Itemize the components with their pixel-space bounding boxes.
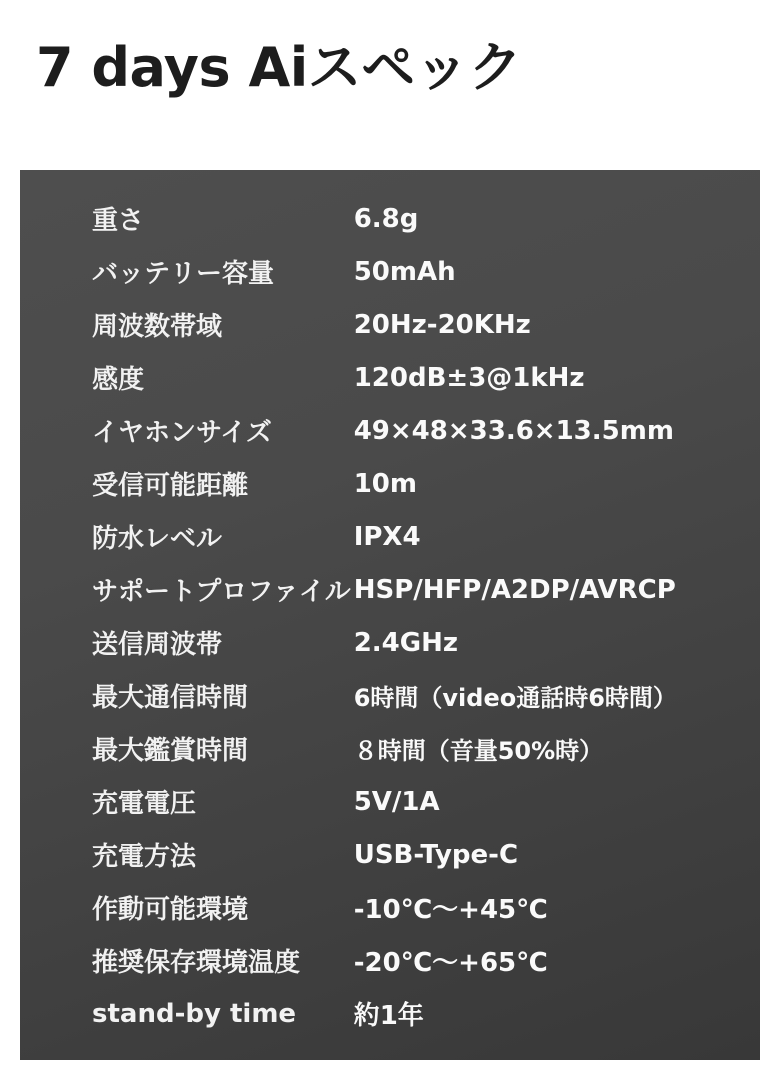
- table-row: [20, 510, 760, 563]
- spec-label: 感度: [92, 365, 145, 395]
- table-row: [20, 351, 760, 404]
- spec-value: 5V/1A: [353, 786, 440, 817]
- spec-label: 充電電圧: [92, 789, 197, 819]
- spec-label: 推奨保存環境温度: [92, 948, 301, 978]
- spec-label: 最大鑑賞時間: [92, 736, 249, 766]
- spec-value: -10℃〜+45℃: [353, 895, 548, 925]
- spec-value: HSP/HFP/A2DP/AVRCP: [353, 574, 676, 605]
- spec-value: 約1年: [353, 1001, 424, 1031]
- spec-label: 防水レベル: [92, 524, 223, 554]
- table-row: [20, 828, 760, 881]
- spec-label: イヤホンサイズ: [92, 418, 272, 448]
- table-row: [20, 298, 760, 351]
- table-row: [20, 987, 760, 1040]
- spec-label: 作動可能環境: [92, 895, 249, 925]
- spec-value: 6時間（video通話時6時間）: [353, 684, 677, 712]
- spec-table-body: [20, 192, 760, 1040]
- spec-value: 6.8g: [353, 203, 419, 234]
- table-row: [20, 563, 760, 616]
- table-row: [20, 192, 760, 245]
- spec-value: 49×48×33.6×13.5mm: [353, 415, 674, 446]
- spec-label: サポートプロファイル: [92, 577, 351, 607]
- spec-label: 充電方法: [92, 842, 197, 872]
- spec-value: USB-Type-C: [353, 839, 519, 870]
- spec-value: 50mAh: [353, 256, 456, 287]
- spec-value: 10m: [353, 468, 417, 499]
- table-row: [20, 669, 760, 722]
- spec-value: 120dB±3@1kHz: [353, 362, 585, 393]
- table-row: [20, 404, 760, 457]
- spec-table: [20, 192, 760, 1040]
- spec-value: 20Hz-20KHz: [353, 309, 531, 340]
- spec-value: ８時間（音量50%時）: [353, 737, 604, 765]
- spec-label: バッテリー容量: [92, 259, 275, 289]
- spec-label: 受信可能距離: [92, 471, 249, 501]
- table-row: [20, 775, 760, 828]
- table-row: [20, 722, 760, 775]
- table-row: [20, 616, 760, 669]
- spec-value: IPX4: [353, 521, 421, 552]
- spec-value: 2.4GHz: [353, 627, 458, 658]
- table-row: [20, 457, 760, 510]
- spec-label: 重さ: [92, 206, 145, 236]
- spec-value: -20℃〜+65℃: [353, 948, 548, 978]
- table-row: [20, 245, 760, 298]
- spec-panel: [20, 170, 760, 1060]
- spec-label: 最大通信時間: [92, 683, 249, 713]
- table-row: [20, 881, 760, 934]
- spec-label: 送信周波帯: [92, 630, 223, 660]
- spec-label: 周波数帯域: [92, 312, 223, 342]
- page-title: 7 days Aiスペック: [36, 36, 522, 99]
- table-row: [20, 934, 760, 987]
- spec-label: stand-by time: [92, 998, 297, 1029]
